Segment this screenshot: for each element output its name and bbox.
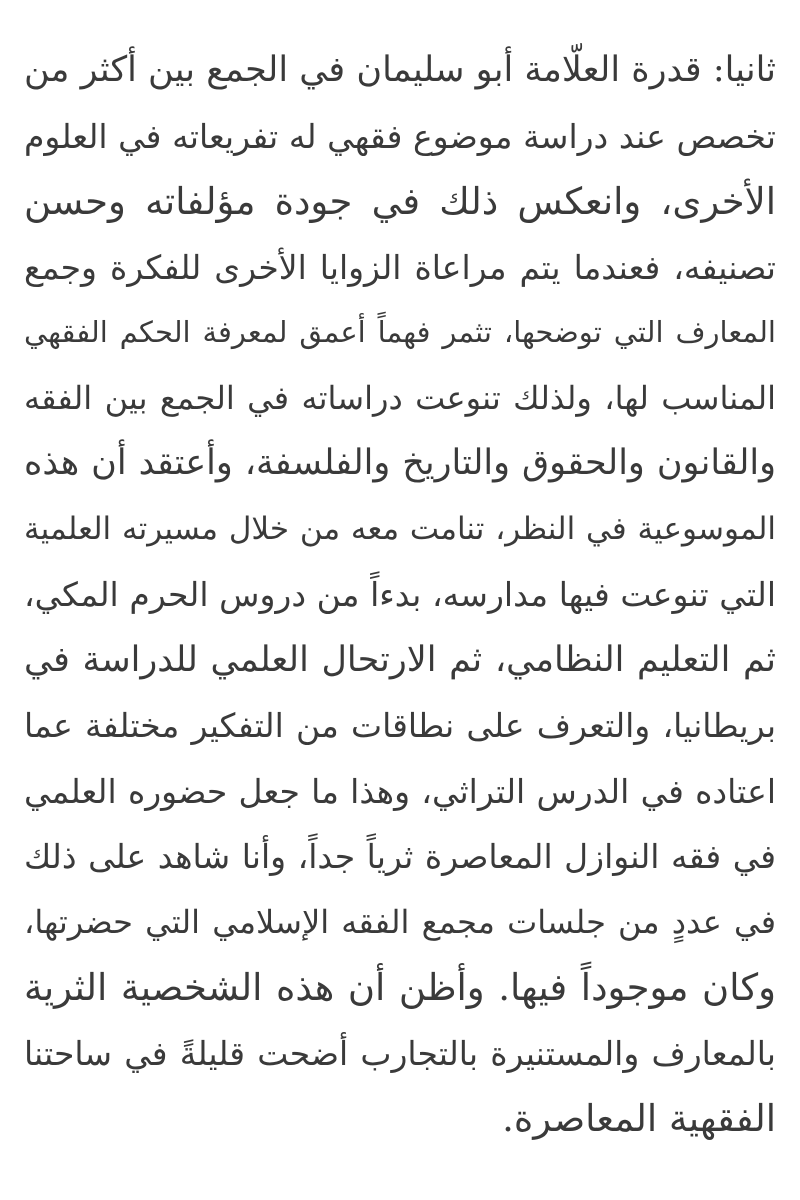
text-line-12: اعتاده في الدرس التراثي، وهذا ما جعل حضوره العلمي bbox=[24, 771, 776, 811]
text-line-10: ثم التعليم النظامي، ثم الارتحال العلمي للدراسة في bbox=[24, 639, 776, 680]
arabic-paragraph bbox=[24, 38, 776, 1152]
text-line-14: في عددٍ من جلسات مجمع الفقه الإسلامي التي حضرتها، bbox=[24, 902, 776, 941]
text-line-8: الموسوعية في النظر، تنامت معه من خلال مسيرته العلمية bbox=[24, 510, 776, 547]
text-line-13: في فقه النوازل المعاصرة ثرياً جداً، وأنا شاهد على ذلك bbox=[24, 837, 776, 876]
text-line-5: المعارف التي توضحها، تثمر فهماً أعمق لمعرفة الحكم الفقهي bbox=[24, 315, 776, 349]
text-line-3: الأخرى، وانعكس ذلك في جودة مؤلفاته وحسن bbox=[24, 180, 776, 223]
text-line-9: التي تنوعت فيها مدارسه، بدءاً من دروس الحرم المكي، bbox=[24, 575, 776, 614]
text-line-7: والقانون والحقوق والتاريخ والفلسفة، وأعتقد أن هذه bbox=[24, 443, 776, 483]
text-line-6: المناسب لها، ولذلك تنوعت دراساته في الجمع بين الفقه bbox=[24, 378, 776, 417]
text-line-11: بريطانيا، والتعرف على نطاقات من التفكير مختلفة عما bbox=[24, 706, 776, 745]
text-line-2: تخصص عند دراسة موضوع فقهي له تفريعاته في العلوم bbox=[24, 116, 776, 156]
text-line-16: بالمعارف والمستنيرة بالتجارب أضحت قليلةً في ساحتنا bbox=[24, 1033, 776, 1073]
text-line-15: وكان موجوداً فيها. وأظن أن هذه الشخصية الثرية bbox=[24, 966, 776, 1009]
text-line-1: ثانيا: قدرة العلّامة أبو سليمان في الجمع بين أكثر من bbox=[24, 50, 776, 90]
text-line-4: تصنيفه، فعندما يتم مراعاة الزوايا الأخرى للفكرة وجمع bbox=[24, 247, 776, 287]
text-line-17: الفقهية المعاصرة. bbox=[502, 1097, 776, 1140]
